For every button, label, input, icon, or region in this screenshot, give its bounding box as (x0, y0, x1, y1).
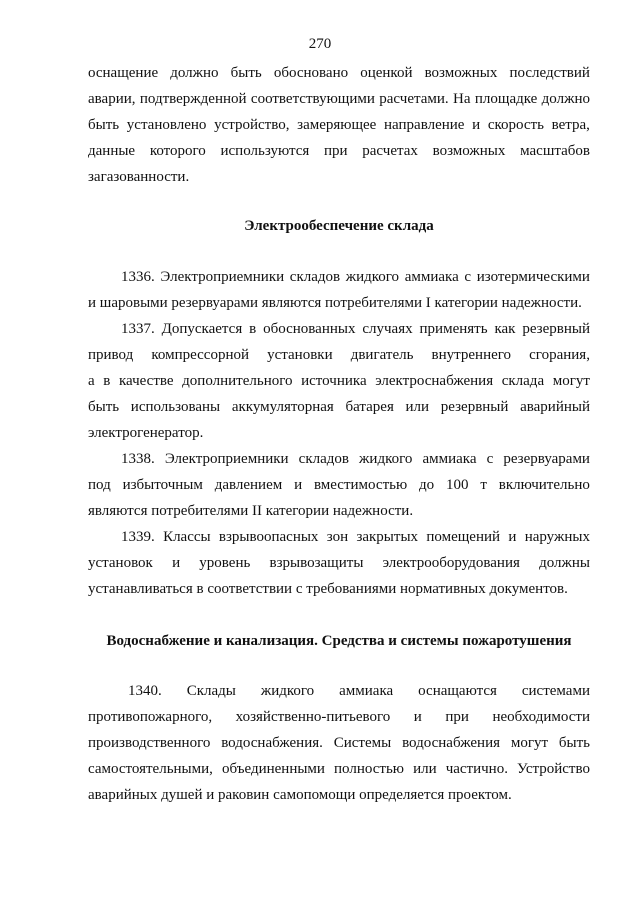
intro-paragraph (88, 60, 590, 190)
text-line: 1338. Электроприемники складов жидкого аммиака с резервуарами (121, 451, 590, 467)
page-number: 270 (308, 36, 332, 52)
section-heading-wrap (88, 213, 590, 239)
text-line: 1337. Допускается в обоснованных случаях применять как резервный (121, 321, 590, 337)
text-line: противопожарного, хозяйственно-питьевого и при необходимости (88, 709, 590, 725)
text-line: 1340. Склады жидкого аммиака оснащаются системами (128, 683, 590, 699)
paragraph-1338 (88, 446, 590, 524)
text-line: 1339. Классы взрывоопасных зон закрытых помещений и наружных (121, 529, 590, 545)
section-heading-water-supply: Водоснабжение и канализация. Средства и системы пожаротушения (106, 633, 572, 649)
paragraph-1336 (88, 264, 590, 316)
text-line: данные которого используются при расчетах возможных масштабов (88, 143, 590, 159)
text-line: аварийных душей и раковин самопомощи определяется проектом. (88, 787, 512, 803)
text-line: оснащение должно быть обосновано оценкой возможных последствий (88, 65, 590, 81)
text-line: производственного водоснабжения. Системы водоснабжения могут быть (88, 735, 590, 751)
section-heading-power-supply: Электрообеспечение склада (244, 218, 434, 234)
section-heading-wrap (88, 628, 590, 654)
text-line: являются потребителями II категории надежности. (88, 503, 414, 519)
section-power-supply (88, 264, 590, 602)
text-line: устанавливаться в соответствии с требованиями нормативных документов. (88, 581, 568, 597)
text-line: быть установлено устройство, замеряющее направление и скорость ветра, (88, 117, 590, 133)
text-line: установок и уровень взрывозащиты электрооборудования должны (88, 555, 590, 571)
text-line: под избыточным давлением и вместимостью до 100 т включительно (88, 477, 590, 493)
text-line: быть использованы аккумуляторная батарея или резервный аварийный (88, 399, 590, 415)
text-line: аварии, подтвержденной соответствующими расчетами. На площадке должно (88, 91, 590, 107)
paragraph-1340 (88, 678, 590, 808)
text-line: привод компрессорной установки двигатель внутреннего сгорания, (88, 347, 590, 363)
text-line: загазованности. (88, 169, 190, 185)
text-line: самостоятельными, объединенными полностью или частично. Устройство (88, 761, 590, 777)
paragraph-1337 (88, 316, 590, 446)
paragraph-1339 (88, 524, 590, 602)
text-line: 1336. Электроприемники складов жидкого аммиака с изотермическими (121, 269, 590, 285)
text-line: электрогенератор. (88, 425, 204, 441)
document-body (88, 60, 590, 190)
text-line: а в качестве дополнительного источника электроснабжения склада могут (88, 373, 590, 389)
section-water-supply (88, 678, 590, 808)
text-line: и шаровыми резервуарами являются потребителями I категории надежности. (88, 295, 582, 311)
